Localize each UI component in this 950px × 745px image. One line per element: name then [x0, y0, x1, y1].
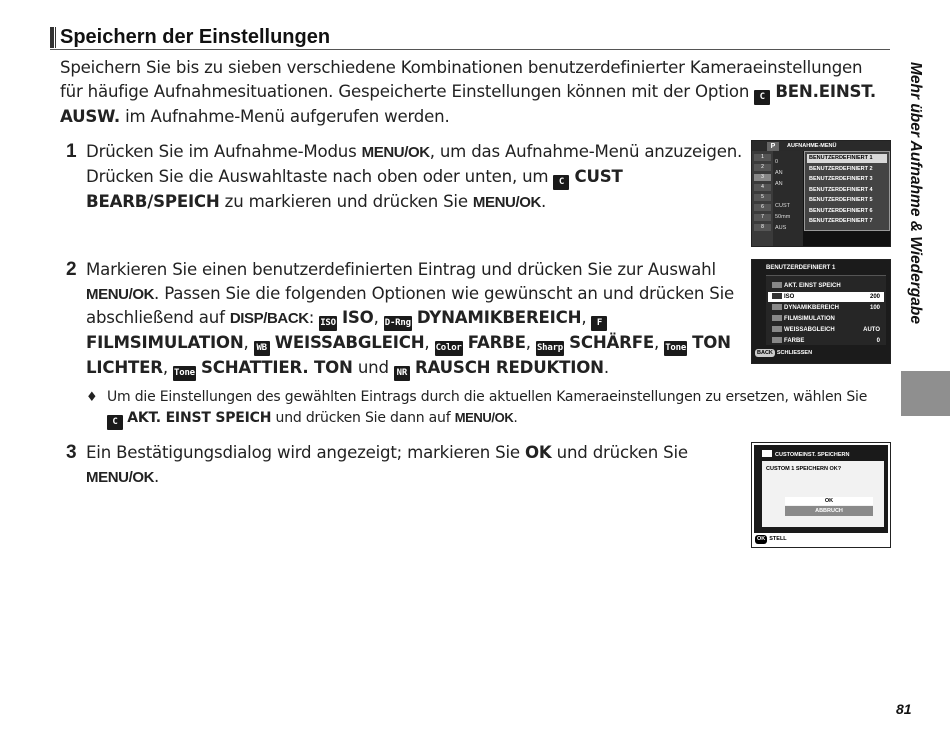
settings-list	[766, 275, 886, 345]
setting-row[interactable]	[768, 314, 884, 324]
row-label: AKT. EINST SPEICH	[784, 283, 841, 289]
row-icon	[772, 281, 782, 291]
custom-settings-icon: C	[754, 90, 770, 105]
option-shadow-tone: SCHATTIER. TON	[200, 358, 353, 377]
step-number: 3	[66, 442, 77, 463]
custom-setting-item[interactable]: BENUTZERDEFINIERT 7	[809, 218, 873, 224]
menu-page-tabs	[752, 151, 773, 247]
step-text-part: Ein Bestätigungsdialog wird angezeigt; markieren Sie	[86, 443, 525, 462]
footer-label: SCHLIESSEN	[776, 350, 813, 356]
screen-footer	[755, 349, 812, 357]
note-text-part: und drücken Sie dann auf	[271, 409, 455, 426]
page-number: 81	[896, 701, 912, 717]
section-title: Speichern der Einstellungen	[60, 26, 331, 48]
dynamic-range-icon: D-Rng	[384, 316, 412, 331]
row-label: DYNAMIKBEREICH	[784, 305, 840, 311]
note-text-part: Um die Einstellungen des gewählten Eintrags durch die aktuellen Kameraeinstellungen zu ersetzen, wählen Sie	[107, 389, 868, 405]
menu-value: AN	[775, 170, 783, 176]
row-label: FILMSIMULATION	[784, 316, 835, 322]
intro-option: BEN.EINST. AUSW.	[60, 81, 876, 126]
menu-title: AUFNAHME-MENÜ	[787, 143, 837, 149]
footer-label: STELL	[769, 536, 787, 542]
custom-setting-item[interactable]: BENUTZERDEFINIERT 3	[809, 176, 873, 182]
custom-setting-item[interactable]: BENUTZERDEFINIERT 6	[809, 207, 873, 214]
menu-values	[773, 151, 803, 247]
step-text-part: und	[352, 358, 394, 377]
row-icon	[772, 314, 782, 324]
option-dynamic-range: DYNAMIKBEREICH	[416, 308, 582, 327]
row-value: 100	[869, 305, 880, 311]
menu-ok-key: MENU/OK	[472, 193, 541, 211]
setting-row[interactable]	[768, 292, 884, 302]
header-marker	[50, 27, 54, 48]
row-label: ISO	[784, 294, 795, 300]
step-number: 2	[66, 259, 77, 280]
row-icon	[772, 336, 782, 346]
film-simulation-icon: F	[591, 316, 607, 331]
note-option: AKT. EINST SPEICH	[127, 409, 272, 426]
step-text-part: .	[154, 466, 160, 486]
sharpness-icon: Sharp	[536, 341, 564, 356]
step-number: 1	[66, 141, 77, 162]
custom-settings-icon	[762, 450, 772, 457]
page-tab: 7	[754, 214, 771, 221]
step-text-part: .	[540, 191, 547, 211]
custom-settings-icon: C	[107, 415, 123, 430]
cancel-option[interactable]: ABBRUCH	[785, 506, 873, 516]
dialog-title	[762, 450, 849, 459]
option-iso: ISO	[341, 308, 374, 327]
step-text-part: , um das Aufnahme-Menü anzuzeigen. Drücken Sie die Auswahltaste nach oben oder unten, um	[86, 142, 743, 186]
row-icon	[772, 325, 782, 335]
custom-setting-item[interactable]: BENUTZERDEFINIERT 2	[809, 165, 873, 172]
page-tab: 5	[754, 194, 771, 201]
intro-text: Speichern Sie bis zu sieben verschiedene Kombinationen benutzerdefinierter Kameraeinstellungen für häufige Aufnahmesituationen. Gespeicherte Einstellungen können mit der Option	[60, 58, 863, 101]
back-key-icon: BACK	[757, 350, 773, 356]
disp-back-key: DISP/BACK	[229, 310, 309, 327]
step-3	[66, 441, 746, 486]
noise-reduction-icon: NR	[394, 366, 410, 381]
step-text-part: Drücken Sie im Aufnahme-Modus	[86, 142, 362, 161]
dialog-question: CUSTOM 1 SPEICHERN OK?	[766, 466, 842, 472]
page-tab: 6	[754, 204, 771, 211]
camera-screen-shooting-menu	[751, 140, 891, 247]
color-icon: Color	[435, 341, 463, 356]
row-value: 0	[876, 338, 880, 344]
ok-option[interactable]: OK	[785, 497, 873, 505]
custom-settings-list	[804, 151, 890, 231]
highlight-tone-icon: Tone	[664, 341, 687, 356]
setting-row[interactable]	[768, 325, 884, 335]
section-header	[50, 26, 890, 50]
chapter-side-label	[898, 62, 928, 362]
page-tab: 2	[754, 164, 771, 171]
option-noise-reduction: RAUSCH REDUKTION	[414, 358, 604, 377]
intro-text-end: im Aufnahme-Menü aufgerufen werden.	[120, 106, 450, 126]
iso-icon: ISO	[319, 316, 337, 331]
step-text-part: . Passen Sie die folgenden Optionen wie gewünscht an und drücken Sie abschließend auf	[86, 283, 734, 327]
menu-ok-key: MENU/OK	[454, 409, 514, 425]
menu-ok-key: MENU/OK	[86, 468, 155, 486]
row-label: WEISSABGLEICH	[784, 327, 835, 333]
menu-value: 50mm	[775, 214, 791, 220]
dialog-frame	[754, 445, 888, 533]
step-text-part: :	[308, 308, 320, 327]
row-label: FARBE	[784, 338, 805, 344]
chapter-tab	[901, 371, 950, 416]
step-text-part: Markieren Sie einen benutzerdefinierten Eintrag und drücken Sie zur Auswahl	[86, 260, 716, 279]
screen-title: BENUTZERDEFINIERT 1	[766, 265, 836, 271]
custom-setting-item[interactable]: BENUTZERDEFINIERT 4	[809, 186, 873, 193]
menu-tab: P	[767, 142, 779, 151]
step-text-part: und drücken Sie	[551, 443, 688, 462]
option-highlight-tone: TON LICHTER	[86, 333, 731, 377]
menu-value: AUS	[775, 225, 787, 231]
menu-value: 0	[775, 159, 779, 165]
menu-value: AN	[775, 181, 783, 187]
page-tab: 1	[754, 154, 771, 161]
step-option: CUST BEARB/SPEICH	[86, 166, 623, 211]
camera-screen-confirm-dialog	[751, 442, 891, 548]
step-text-part: .	[603, 358, 609, 377]
step-text: Markieren Sie einen benutzerdefinierten Eintrag und drücken Sie zur Auswahl MENU/OK. Passen Sie die folgenden Optionen wie gewünscht an und drücken Sie abschließend auf DISP/BACK: ISO ISO, D-Rng DYNAMIKBEREICH, F FILMSIMULATION, WB WEISSABGLEICH, Color FARBE, Sharp SCHÄRFE, Tone TON LICHTER, Tone SCHATTIER. TON und NR RAUSCH REDUKTION.	[86, 258, 746, 381]
setting-row[interactable]	[768, 281, 884, 291]
note-text	[107, 387, 887, 430]
note-text-part: .	[513, 409, 518, 426]
ok-key-icon: OK	[757, 536, 766, 542]
step-text-part: zu markieren und drücken Sie	[219, 191, 473, 211]
white-balance-icon: WB	[254, 341, 270, 356]
step-text	[86, 441, 746, 489]
shadow-tone-icon: Tone	[173, 366, 196, 381]
step-1	[66, 140, 746, 212]
row-value: 200	[869, 294, 880, 300]
option-color: FARBE	[467, 333, 526, 352]
page-tab: 8	[754, 224, 771, 231]
custom-settings-icon: C	[553, 175, 569, 190]
menu-ok-key: MENU/OK	[361, 144, 430, 161]
custom-setting-item[interactable]: BENUTZERDEFINIERT 5	[809, 197, 873, 203]
step-2	[66, 258, 746, 378]
setting-row[interactable]	[768, 336, 884, 346]
row-icon	[772, 303, 782, 313]
screen-topbar	[752, 141, 891, 151]
screen-footer	[755, 535, 787, 544]
chapter-title: Mehr über Aufnahme & Wiedergabe	[907, 62, 924, 324]
header-marker-line	[55, 27, 56, 48]
page-tab: 4	[754, 184, 771, 191]
menu-value	[775, 191, 801, 199]
ok-label: OK	[525, 443, 552, 462]
option-film-simulation: FILMSIMULATION	[86, 333, 244, 352]
dialog-title-text: CUSTOMEINST. SPEICHERN	[775, 452, 850, 458]
intro-paragraph	[60, 56, 890, 128]
option-white-balance: WEISSABGLEICH	[274, 333, 425, 352]
dialog-body	[762, 461, 884, 527]
step-text	[86, 140, 746, 214]
custom-setting-item[interactable]: BENUTZERDEFINIERT 1	[807, 154, 887, 163]
option-sharpness: SCHÄRFE	[569, 333, 655, 352]
page-tab: 3	[754, 174, 771, 181]
setting-row[interactable]	[768, 303, 884, 313]
menu-ok-key: MENU/OK	[86, 285, 155, 303]
row-icon	[772, 292, 782, 302]
row-value: AUTO	[863, 327, 880, 333]
note-icon: ♦	[86, 390, 98, 405]
camera-screen-custom-1	[751, 259, 891, 364]
menu-value: CUST	[775, 203, 790, 209]
